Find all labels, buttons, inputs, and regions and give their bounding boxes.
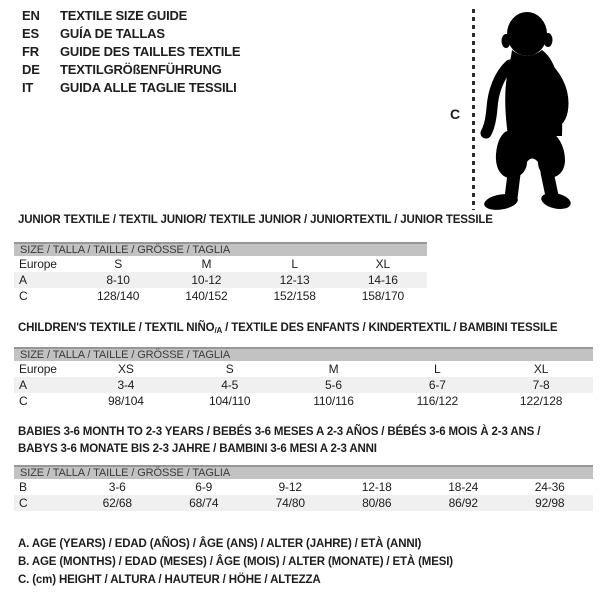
row-label: Europe	[19, 362, 57, 376]
row-cell: 86/92	[448, 496, 478, 510]
row-cell: 12-13	[279, 273, 310, 287]
table-row	[14, 272, 427, 288]
size-table-section-junior	[14, 212, 493, 304]
row-cell: 12-18	[361, 480, 392, 494]
table-title	[18, 212, 493, 229]
language-item	[22, 79, 240, 97]
row-cell: 68/74	[189, 496, 219, 510]
row-cell: 104/110	[208, 394, 251, 408]
table-title-subscript: /A	[214, 326, 223, 335]
table-row	[14, 393, 593, 409]
language-title: GUÍA DE TALLAS	[60, 26, 165, 41]
row-cell: 14-16	[367, 273, 398, 287]
row-cell: 6-9	[195, 480, 213, 494]
row-cell: 7-8	[532, 378, 550, 392]
row-cell: 9-12	[278, 480, 302, 494]
size-header-bar: SIZE / TALLA / TAILLE / GRÖSSE / TAGLIA	[14, 242, 427, 256]
row-cell: XL	[533, 362, 549, 376]
row-cell: 74/80	[275, 496, 305, 510]
language-title: TEXTILE SIZE GUIDE	[60, 8, 188, 23]
row-cell: 5-6	[325, 378, 342, 392]
row-cell: S	[225, 362, 234, 376]
baby-silhouette-image	[479, 8, 591, 212]
row-cell: L	[434, 362, 441, 376]
table-row	[14, 288, 427, 304]
size-header-bar: SIZE / TALLA / TAILLE / GRÖSSE / TAGLIA	[14, 465, 593, 479]
height-measure-label: C	[450, 106, 461, 122]
language-list	[22, 7, 240, 97]
size-table	[14, 347, 593, 409]
language-code: IT	[22, 80, 34, 95]
language-item	[22, 61, 240, 79]
row-label: C	[19, 496, 28, 510]
language-title: GUIDA ALLE TAGLIE TESSILI	[60, 80, 237, 95]
row-cell: 10-12	[191, 273, 222, 287]
row-cell: 3-6	[108, 480, 126, 494]
language-title: TEXTILGRÖßENFÜHRUNG	[60, 62, 222, 77]
row-cell: 128/140	[96, 289, 140, 303]
row-cell: L	[291, 257, 298, 271]
row-cell: 8-10	[106, 273, 130, 287]
row-label: A	[19, 273, 27, 287]
row-cell: 3-4	[117, 378, 135, 392]
footnote-line: C. (cm) HEIGHT / ALTURA / HAUTEUR / HÖHE / ALTEZZA	[18, 574, 321, 586]
table-row	[14, 377, 593, 393]
row-cell: 98/104	[107, 394, 144, 408]
row-label: C	[19, 394, 28, 408]
table-row	[14, 495, 593, 511]
row-label: B	[19, 480, 27, 494]
table-title-text: BABIES 3-6 MONTH TO 2-3 YEARS / BEBÉS 3-6 MESES A 2-3 AÑOS / BÉBÉS 3-6 MOIS À 2-3 ANS /	[18, 426, 541, 438]
row-cell: XS	[118, 362, 134, 376]
row-cell: 6-7	[428, 378, 446, 392]
height-measure-line	[472, 9, 475, 210]
table-title	[18, 424, 593, 441]
size-header-bar: SIZE / TALLA / TAILLE / GRÖSSE / TAGLIA	[14, 347, 593, 361]
language-code: EN	[22, 8, 40, 23]
size-table-section-babies	[14, 424, 593, 511]
footnote-line: A. AGE (YEARS) / EDAD (AÑOS) / ÂGE (ANS) / ALTER (JAHRE) / ETÀ (ANNI)	[18, 538, 422, 550]
language-code: ES	[22, 26, 39, 41]
table-title-text: BABYS 3-6 MONATE BIS 2-3 JAHRE / BAMBINI 3-6 MESI A 2-3 ANNI	[18, 443, 377, 455]
row-cell: 18-24	[448, 480, 479, 494]
table-title-text: CHILDREN'S TEXTILE / TEXTIL NIÑO	[18, 322, 215, 334]
table-row	[14, 361, 593, 377]
row-cell: 152/158	[273, 289, 316, 303]
language-item	[22, 43, 240, 61]
row-cell: 80/86	[362, 496, 392, 510]
table-title	[18, 320, 593, 339]
row-cell: M	[328, 362, 339, 376]
row-cell: 110/116	[313, 394, 354, 408]
size-table	[14, 465, 593, 511]
row-cell: 122/128	[519, 394, 563, 408]
table-row	[14, 479, 593, 495]
row-label: C	[19, 289, 28, 303]
language-title: GUIDE DES TAILLES TEXTILE	[60, 44, 241, 59]
size-table-section-children	[14, 320, 593, 409]
table-title	[18, 441, 593, 458]
row-cell: S	[114, 257, 123, 271]
language-item	[22, 25, 240, 43]
footnotes	[18, 535, 453, 589]
row-cell: 4-5	[221, 378, 239, 392]
row-cell: 62/68	[102, 496, 132, 510]
language-item	[22, 7, 240, 25]
table-row	[14, 256, 427, 272]
row-cell: M	[201, 257, 212, 271]
language-code: DE	[22, 62, 40, 77]
row-cell: 140/152	[185, 289, 228, 303]
row-cell: 158/170	[361, 289, 405, 303]
row-cell: XL	[375, 257, 391, 271]
row-label: A	[19, 378, 27, 392]
footnote-line: B. AGE (MONTHS) / EDAD (MESES) / ÂGE (MOIS) / ALTER (MONATE) / ETÀ (MESI)	[18, 556, 453, 568]
row-label: Europe	[19, 257, 57, 271]
row-cell: 116/122	[416, 394, 458, 408]
table-title-text: JUNIOR TEXTILE / TEXTIL JUNIOR/ TEXTILE JUNIOR / JUNIORTEXTIL / JUNIOR TESSILE	[18, 214, 493, 226]
language-code: FR	[22, 44, 39, 59]
table-title-text: / TEXTILE DES ENFANTS / KINDERTEXTIL / BAMBINI TESSILE	[222, 322, 558, 334]
size-table	[14, 242, 427, 304]
row-cell: 92/98	[535, 496, 565, 510]
row-cell: 24-36	[534, 480, 565, 494]
